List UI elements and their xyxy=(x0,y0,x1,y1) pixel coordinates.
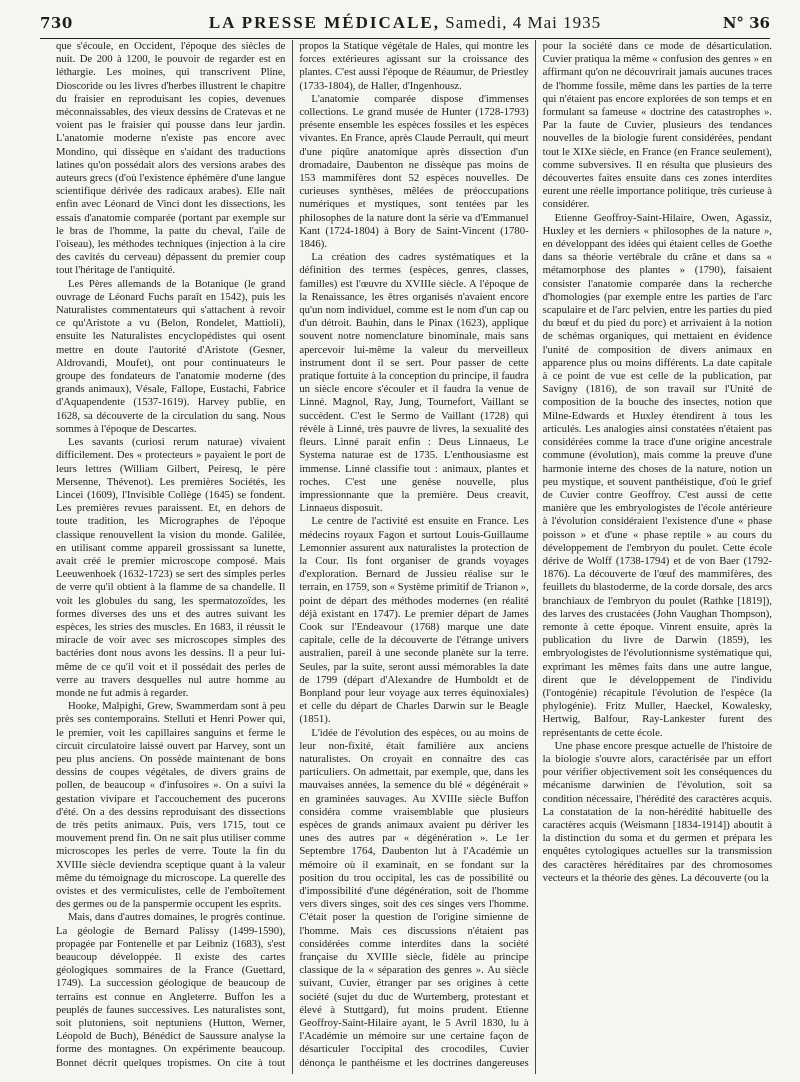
page-number: 730 xyxy=(40,14,73,32)
running-title xyxy=(40,13,770,33)
paragraph: L'idée de l'évolution des espèces, ou au moins de leur non-fixité, était familière aux anciens naturalistes. On croyait en connaître des cas particuliers. On admettait, par exemple, que, dans les mauvaises années, la semence du blé « dégénérait » en graminées sauvages. Au XVIIIe siècle Buffon considéra comme vraisemblable que plusieurs espèces de grands animaux avaient pu dériver les unes des autres par « dégénération ». Le 1er Septembre 1764, Daubenton lut à l'Académie un mémoire où il examinait, en se fondant sur la position du trou occipital, les cas de possibilité ou d'impossibilité d'une dégénération, soit de l'homme vers divers singes, soit des ces singes vers l'homme. C'était poser la question de l'origine simienne de l'homme. Mais ces discussions n'étaient pas considérées comme interdites dans la société française du XVIIIe siècle, fidèle au principe classique de la « séparation des genres ». Au siècle suivant, Cuvier, étranger par ses origines à cette société (sujet du duc de Wurtemberg, protestant et élevé à Stuttgard), fut moins prudent. Etienne Geoffroy-Saint-Hilaire ayant, le 5 Avril 1830, lu à l'Académie un mémoire sur une certaine façon de désarticuler l'occipital des crocodiles, Cuvier dénonça le panthéisme et les doctrines dangereuses pour la société dans ce mode de désarticulation. Cuvier pratiqua la même « confusion des genres » en affirmant qu'on ne découvrirait jamais aucunes traces de l'homme fossile, même dans les parties de la terre qui n'étaient pas encore explorées de son temps et en formulant sa fameuse « doctrine des catastrophes ». Par la faute de Cuvier, plusieurs des tendances nouvelles de la biologie furent considérées, pendant tout le XIXe siècle, en France (en France seulement), comme subversives. Il en résulta que plusieurs des découvertes faites ensuite dans ces zones interdites eurent une réelle importance politique, très curieuse à considérer. xyxy=(299,40,772,1069)
paragraph: Mais, dans d'autres domaines, le progrès continue. La géologie de Bernard Palissy (1499-1590), propagée par Fontenelle et par Leibniz (1683), s'est beaucoup développée. Il existe des cartes géologiques sommaires de la France (Guettard, 1749). La succession géologique de beaucoup de terrains est connue en Angleterre. Buffon les a peuplés de faunes successives. Les naturalistes sont, soit plutoniens, soit neptuniens (Hutton, Werner, Léopold de Buch), Bénédict de Saussure analyse la forme des montagnes. On expérimente beaucoup. Bonnet décrit quelques tropismes. On cite à tout propos la Statique végétale de Hales, qui montre les forces extérieures agissant sur la croissance des plantes. C'est aussi l'époque de Réaumur, de Priestley (1733-1804), de Haller, d'Ingenhousz. xyxy=(56,40,529,1069)
article-body xyxy=(56,40,772,1074)
paragraph: La création des cadres systématiques et la définition des termes (espèces, genres, classes, familles) est l'œuvre du XVIIIe siècle. A l'époque de la Renaissance, les êtres organisés n'avaient encore qu'un nom individuel, comme est le nom d'un cap ou d'un détroit. Bauhin, dans le Pinax (1623), applique souvent notre nomenclature binominale, mais sans apercevoir lui-même la valeur du merveilleux instrument dont il se sert. Pour passer de cette pratique fortuite à la conception du principe, il faudra un siècle encore s'écouler et il faudra la venue de Linné. Magnol, Ray, Jung, Tournefort, Vaillant se succèdent. C'est le Sermo de Vaillant (1728) qui révèle à Linné, très pauvre de livres, la sexualité des fleurs. Linné parait enfin : Deus Linnaeus, Le Systema naturae est de 1735. L'enthousiasme est immense. Linné classifie tout : animaux, plantes et roches. C'est une genèse nouvelle, plus impressionnante que la première. Deus creavit, Linnaeus disposuit. xyxy=(299,251,529,515)
page-header xyxy=(40,12,770,39)
paragraph: Hooke, Malpighi, Grew, Swammerdam sont à peu près ses contemporains. Stelluti et Henri Power qui, le premier, voit les capillaires sanguins et ferme le circuit circulatoire laissé ouvert par Harvey, sont un peu plus anciens. On possède maintenant de bons dessins de coupes végétales, de divers grains de pollen, de beaucoup « d'infusoires ». On a suivi la gestation vivipare et l'accouchement des pucerons d'été. On a des dessins reproduisant des dissections de très petits animaux. Puis, vers 1715, tout ce mouvement prend fin. On ne sait plus utiliser comme microscopes les perles de verre. Toute la fin du XVIIIe siècle deviendra sceptique quant à la valeur même du témoignage du microscope. La querelle des ovistes et des vermiculistes, celle de l'emboîtement des germes ou de la panspermie occupent les esprits. xyxy=(56,700,286,911)
paragraph: L'anatomie comparée dispose d'immenses collections. Le grand musée de Hunter (1728-1793) présente ensemble les espèces fossiles et les espèces vivantes. En France, après Claude Perrault, qui meurt d'une piqûre anatomique après dissection d'un dromadaire, Daubenton ne dissèque pas moins de 153 mammifères dont 52 espèces nouvelles. De curieuses synthèses, mêlées de préoccupations numériques et mystiques, sont tentées par les philosophes de la nature dont la série va d'Emmanuel Kant (1724-1804) à Bory de Saint-Vincent (1780-1846). xyxy=(299,92,529,251)
paragraph: Le centre de l'activité est ensuite en France. Les médecins royaux Fagon et surtout Louis-Guillaume Lemonnier assurent aux naturalistes la protection de la Cour. Ils font organiser de grands voyages d'exploration. Bernard de Jussieu réalise sur le terrain, en 1759, son « Système primitif de Trianon », point de départ des méthodes modernes (en réalité déjà existant en 1747). Le premier départ de James Cook sur l'Endeavour (1768) marque une date capitale, celle de la découverte de l'étrange univers australien, pareil à une seconde planète sur la terre. Seules, par la suite, seront aussi mémorables la date de 1799 (départ d'Alexandre de Humboldt et de Bonpland pour leur voyage aux terres équinoxiales) et celle du départ de Charles Darwin sur le Beagle (1851). xyxy=(299,515,529,726)
paragraph: Les savants (curiosi rerum naturae) vivaient difficilement. Des « protecteurs » payaient le port de leurs lettres (William Gilbert, Peiresq, le père Mersenne, Thévenot). Les premières Sociétés, les Lincei (1609), l'Invisible Collège (1645) se fondent. Les premières revues paraissent. Et, en dehors de toute tradition, les Micrographes de l'époque classique renouvellent la vision du monde. Galilée, en utilisant comme appareil grossissant sa lunette, avait créé le premier microscope composé. Mais Leeuwenhoek (1632-1723) se sert des simples perles de verre qu'il obtient à la flamme de sa chandelle. Il voit les globules du sang, les spermatozoïdes, les formes diverses des uns et des autres suivant les espèces, les stries des muscles. En 1683, il réussit le miracle de voir avec ses microscopes simples des bactéries dont nous avons les dessins. Il a peur lui-même de ce qu'il voit et il possédait des perles de verre au travers desquelles nul autre homme au monde ne fut admis à regarder. xyxy=(56,436,286,699)
issue-date: Samedi, 4 Mai 1935 xyxy=(445,13,602,32)
paragraph: Les Pères allemands de la Botanique (le grand ouvrage de Léonard Fuchs paraît en 1542), puis les Naturalistes commentateurs qui s'attachent à revoir ce qu'Aristote a vu (Belon, Rondelet, Mattioli), ensuite les Naturalistes encyclopédistes qui osent mettre en doute l'autorité d'Aristote (Gesner, Aldrovandi, Moufet), ont pour continuateurs le groupe des fondateurs de l'anatomie moderne (des grands animaux), Vésale, Fallope, Eustachi, Fabrice d'Aquapendente (1537-1619). Harvey publie, en 1628, sa découverte de la circulation du sang. Nous sommes à l'époque de Descartes. xyxy=(56,277,286,435)
paragraph: que s'écoule, en Occident, l'époque des siècles de nuit. De 200 à 1200, le pouvoir de regarder est en léthargie. Les moines, qui transcrivent Pline, Dioscoride ou les livres d'herbes illustrent le chapitre du fraisier en reproduisant les copies, devenues méconnaissables, des vieux dessins de Cratevas et ne voient pas le fraisier qui pousse dans leur jardin. L'anatomie moderne n'existe pas encore avec Mondino, qui dissèque en s'aidant des traductions latines qu'on possédait alors des versions arabes des auteurs grecs (d'où l'existence éphémère d'une langue scientifique dérivée des radicaux arabes). Elle naît enfin avec Léonard de Vinci dont les dissections, les essais d'anatomie comparée (portant par exemple sur le bras de l'homme, la patte du cheval, l'aile de l'oiseau), les méthodes techniques (injection à la cire des cavités du cerveau) dépassent du premier coup tout l'héritage de l'antiquité. xyxy=(56,40,286,277)
publication-name: LA PRESSE MÉDICALE, xyxy=(208,13,441,32)
paragraph: Etienne Geoffroy-Saint-Hilaire, Owen, Agassiz, Huxley et les derniers « philosophes de la nature », en développant des idées qui étaient celles de Goethe dans sa théorie vertébrale du crâne et dans sa « métamorphose des plantes » (1790), faisaient consister l'anatomie comparée dans la recherche d'homologies (par exemple entre les parties de l'arc scapulaire et de l'arc pelvien, entre les parties du pied du bœuf et du pied du porc) et arrivaient à la notion de schémas organiques, qui mettaient en évidence l'unité de composition de divers animaux en apparence plus ou moins différents. La date capitale à ce point de vue est celle de la publication, par Savigny (1816), de son travail sur l'Unité de composition de la bouche des insectes, notion que Milne-Edwards et Huxley étendirent à tous les articulés. Les analogies ainsi constatées n'étaient pas considérées comme la trace d'une origine ancestrale commune (évolution), mais comme la preuve d'une harmonie interne des choses de la nature, notion un peu mystique, et souvent panthéistique, d'où le grief de Cuvier contre Geoffroy. C'est aussi de cette manière que les embryologistes de l'école antérieure à l'évolution considéraient l'existence d'une « phase poisson » et d'une « phase reptile » au cours du développement de l'embryon du poulet. Cette école dérive de Wolff (1738-1794) et de von Baer (1792-1876). La découverte de l'œuf des mammifères, des feuillets du blastoderme, de la corde dorsale, des arcs branchiaux de l'embryon du poulet (Rathke [1819]), des larves des crustacées (John Vaughan Thompson), remonte à cette époque. Vinrent ensuite, après la publication du livre de Darwin (1859), les embryologistes de l'évolutionnisme systématique qui, exprimant les mêmes faits dans une autre langue, dirent que le développement de l'individu (l'ontogénie) récapitule l'évolution de l'espèce (la phylogénie). Fritz Muller, Haeckel, Kowalesky, Hertwig, Balfour, Ray-Lankester furent des représentants de cette école. xyxy=(542,211,772,739)
issue-number: N° 36 xyxy=(722,14,770,32)
paragraph: Une phase encore presque actuelle de l'histoire de la biologie s'ouvre alors, caractérisée par un effort pour vérifier objectivement soit les conséquences du mécanisme darwinien de l'évolution, soit sa condition nécessaire, l'hérédité des caractères acquis. La constatation de la non-hérédité habituelle des caractères acquis (Weismann [1834-1914]) aboutit à la distinction du soma et du germen et prépara les enquêtes cytologiques actuelles sur la transmission des caractères héréditaires par des chromosomes vecteurs et la théorie des gènes. La découverte (ou la xyxy=(542,739,772,884)
